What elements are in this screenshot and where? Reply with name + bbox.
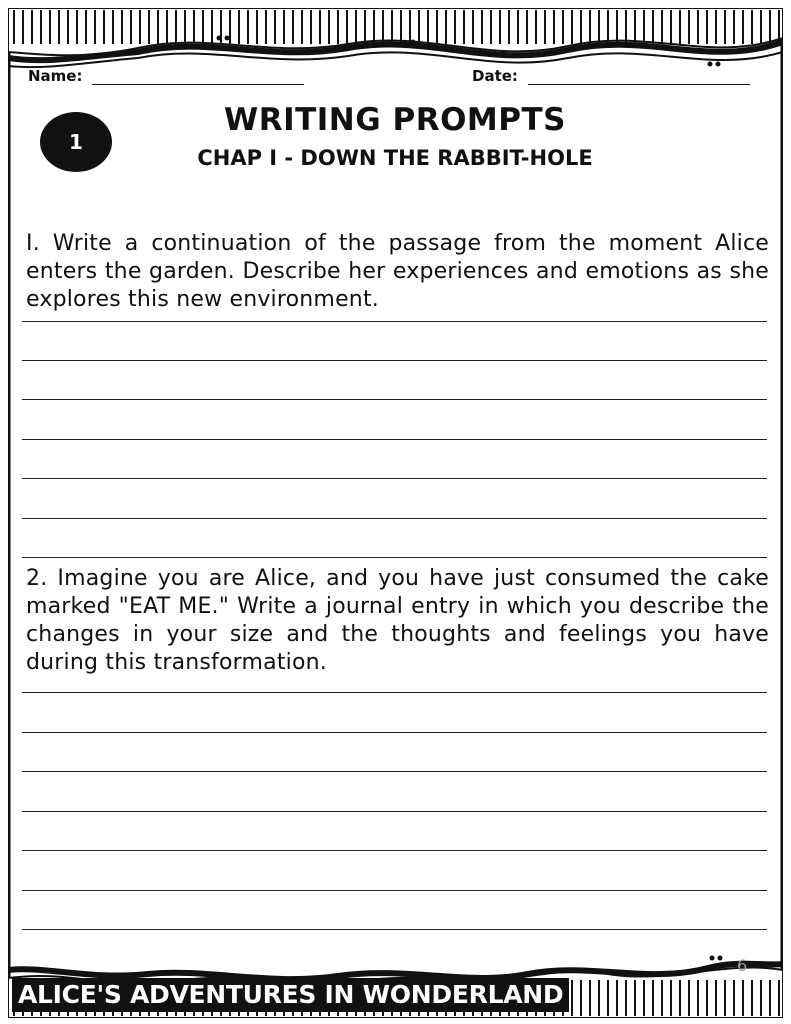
prompt-1-text: I. Write a continuation of the passage from the moment Alice enters the garden. Describe her experiences and emotions as she explores this new environment. (26, 231, 769, 312)
book-title-banner: ALICE'S ADVENTURES IN WONDERLAND (12, 978, 569, 1012)
writing-line[interactable] (22, 692, 767, 693)
writing-line[interactable] (22, 850, 767, 851)
badge-number: 1 (69, 130, 83, 154)
top-wave-decoration (8, 8, 783, 67)
writing-line[interactable] (22, 811, 767, 812)
writing-line[interactable] (22, 518, 767, 519)
writing-line[interactable] (22, 929, 767, 930)
writing-line[interactable] (22, 771, 767, 772)
writing-line[interactable] (22, 321, 767, 322)
writing-line[interactable] (22, 732, 767, 733)
date-label: Date: (472, 67, 518, 85)
name-input-line[interactable] (92, 66, 304, 85)
prompt-2-text: 2. Imagine you are Alice, and you have just consumed the cake marked "EAT ME." Write a journal entry in which you describe the changes in your size and the thoughts and feelings you have during this transformation. (26, 566, 769, 675)
page-title: WRITING PROMPTS (224, 102, 566, 138)
writing-line[interactable] (22, 478, 767, 479)
date-input-line[interactable] (528, 66, 750, 85)
writing-line[interactable] (22, 360, 767, 361)
chapter-subtitle: CHAP I - DOWN THE RABBIT-HOLE (197, 146, 593, 170)
name-label: Name: (28, 67, 83, 85)
writing-line[interactable] (22, 439, 767, 440)
prompt-number-badge (40, 112, 112, 172)
writing-line[interactable] (22, 399, 767, 400)
writing-line[interactable] (22, 557, 767, 558)
page-number: 6 (737, 956, 748, 975)
writing-line[interactable] (22, 890, 767, 891)
date-field[interactable] (472, 66, 750, 85)
name-field[interactable] (28, 66, 304, 85)
